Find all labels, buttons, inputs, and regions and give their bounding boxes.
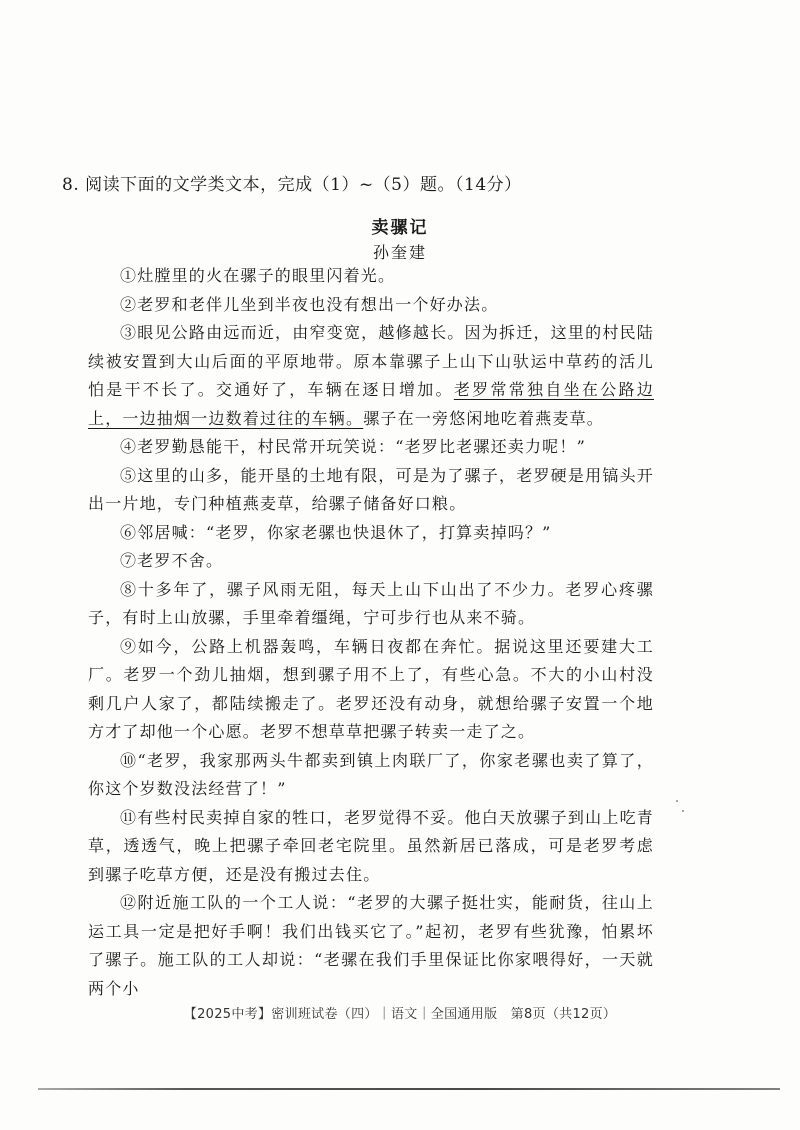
paragraph-4: ④老罗勤恳能干，村民常开玩笑说：“老罗比老骡还卖力呢！” bbox=[120, 437, 586, 456]
paragraph-7: ⑦老罗不舍。 bbox=[120, 551, 224, 570]
paragraph-10: ⑩“老罗，我家那两头牛都卖到镇上肉联厂了，你家老骡也卖了算了，你这个岁数没法经营了！” bbox=[88, 750, 654, 798]
question-prompt: 8. 阅读下面的文学类文本，完成（1）~（5）题。（14分） bbox=[62, 175, 522, 195]
paragraph-2: ②老罗和老伴儿坐到半夜也没有想出一个好办法。 bbox=[120, 294, 499, 314]
paragraph-3-after: 骡子在一旁悠闲地吃着燕麦草。 bbox=[363, 408, 605, 428]
underlined-sentence: 老罗常常独自坐在公路边上，一边抽烟一边数着过往的车辆。 bbox=[88, 380, 654, 428]
page-footer: 【2025中考】密训班试卷（四）｜语文｜全国通用版 第8页（共12页） bbox=[183, 1007, 617, 1022]
paragraph-1: ①灶膛里的火在骡子的眼里闪着光。 bbox=[120, 266, 396, 285]
scan-speck bbox=[682, 810, 684, 812]
paragraph-12: ⑫附近施工队的一个工人说：“老罗的大骡子挺壮实，能耐货，往山上运工具一定是把好手啊！我们出钱买它了。”起初，老罗有些犹豫，怕累坏了骡子。施工队的工人却说：“老骡在我们手里保证比你家喂得好，一天就两个小 bbox=[88, 893, 654, 998]
paragraph-9: ⑨如今，公路上机器轰鸣，车辆日夜都在奔忙。据说这里还要建大工厂。老罗一个劲儿抽烟，想到骡子用不上了，有些心急。不大的小山村没剩几户人家了，都陆续搬走了。老罗还没有动身，就想给骡子安置一个地方才了却他一个心愿。老罗不想草草把骡子转卖一走了之。 bbox=[88, 636, 654, 741]
paragraph-11: ⑪有些村民卖掉自家的牲口，老罗觉得不妥。他白天放骡子到山上吃青草，透透气，晚上把骡子牵回老宅院里。虽然新居已落成，可是老罗考虑到骡子吃草方便，还是没有搬过去住。 bbox=[88, 807, 654, 884]
article-body bbox=[88, 262, 654, 1003]
article-title: 卖骡记 bbox=[371, 218, 429, 238]
scan-edge-line bbox=[38, 1088, 780, 1090]
paragraph-8: ⑧十多年了，骡子风雨无阻，每天上山下山出了不少力。老罗心疼骡子，有时上山放骡，手里牵着缰绳，宁可步行也从来不骑。 bbox=[88, 579, 654, 627]
paragraph-5: ⑤这里的山多，能开垦的土地有限，可是为了骡子，老罗硬是用镐头开出一片地，专门种植燕麦草，给骡子储备好口粮。 bbox=[88, 465, 654, 513]
paragraph-3 bbox=[88, 319, 654, 433]
scan-speck bbox=[676, 800, 678, 802]
paragraph-3-before: ③眼见公路由远而近，由窄变宽，越修越长。因为拆迁，这里的村民陆续被安置到大山后面的平原地带。原本靠骡子上山下山驮运中草药的活儿怕是干不长了。交通好了，车辆在逐日增加。 bbox=[88, 323, 654, 399]
article-author: 孙奎建 bbox=[372, 243, 427, 262]
paragraph-6: ⑥邻居喊：“老罗，你家老骡也快退休了，打算卖掉吗？” bbox=[120, 522, 552, 542]
